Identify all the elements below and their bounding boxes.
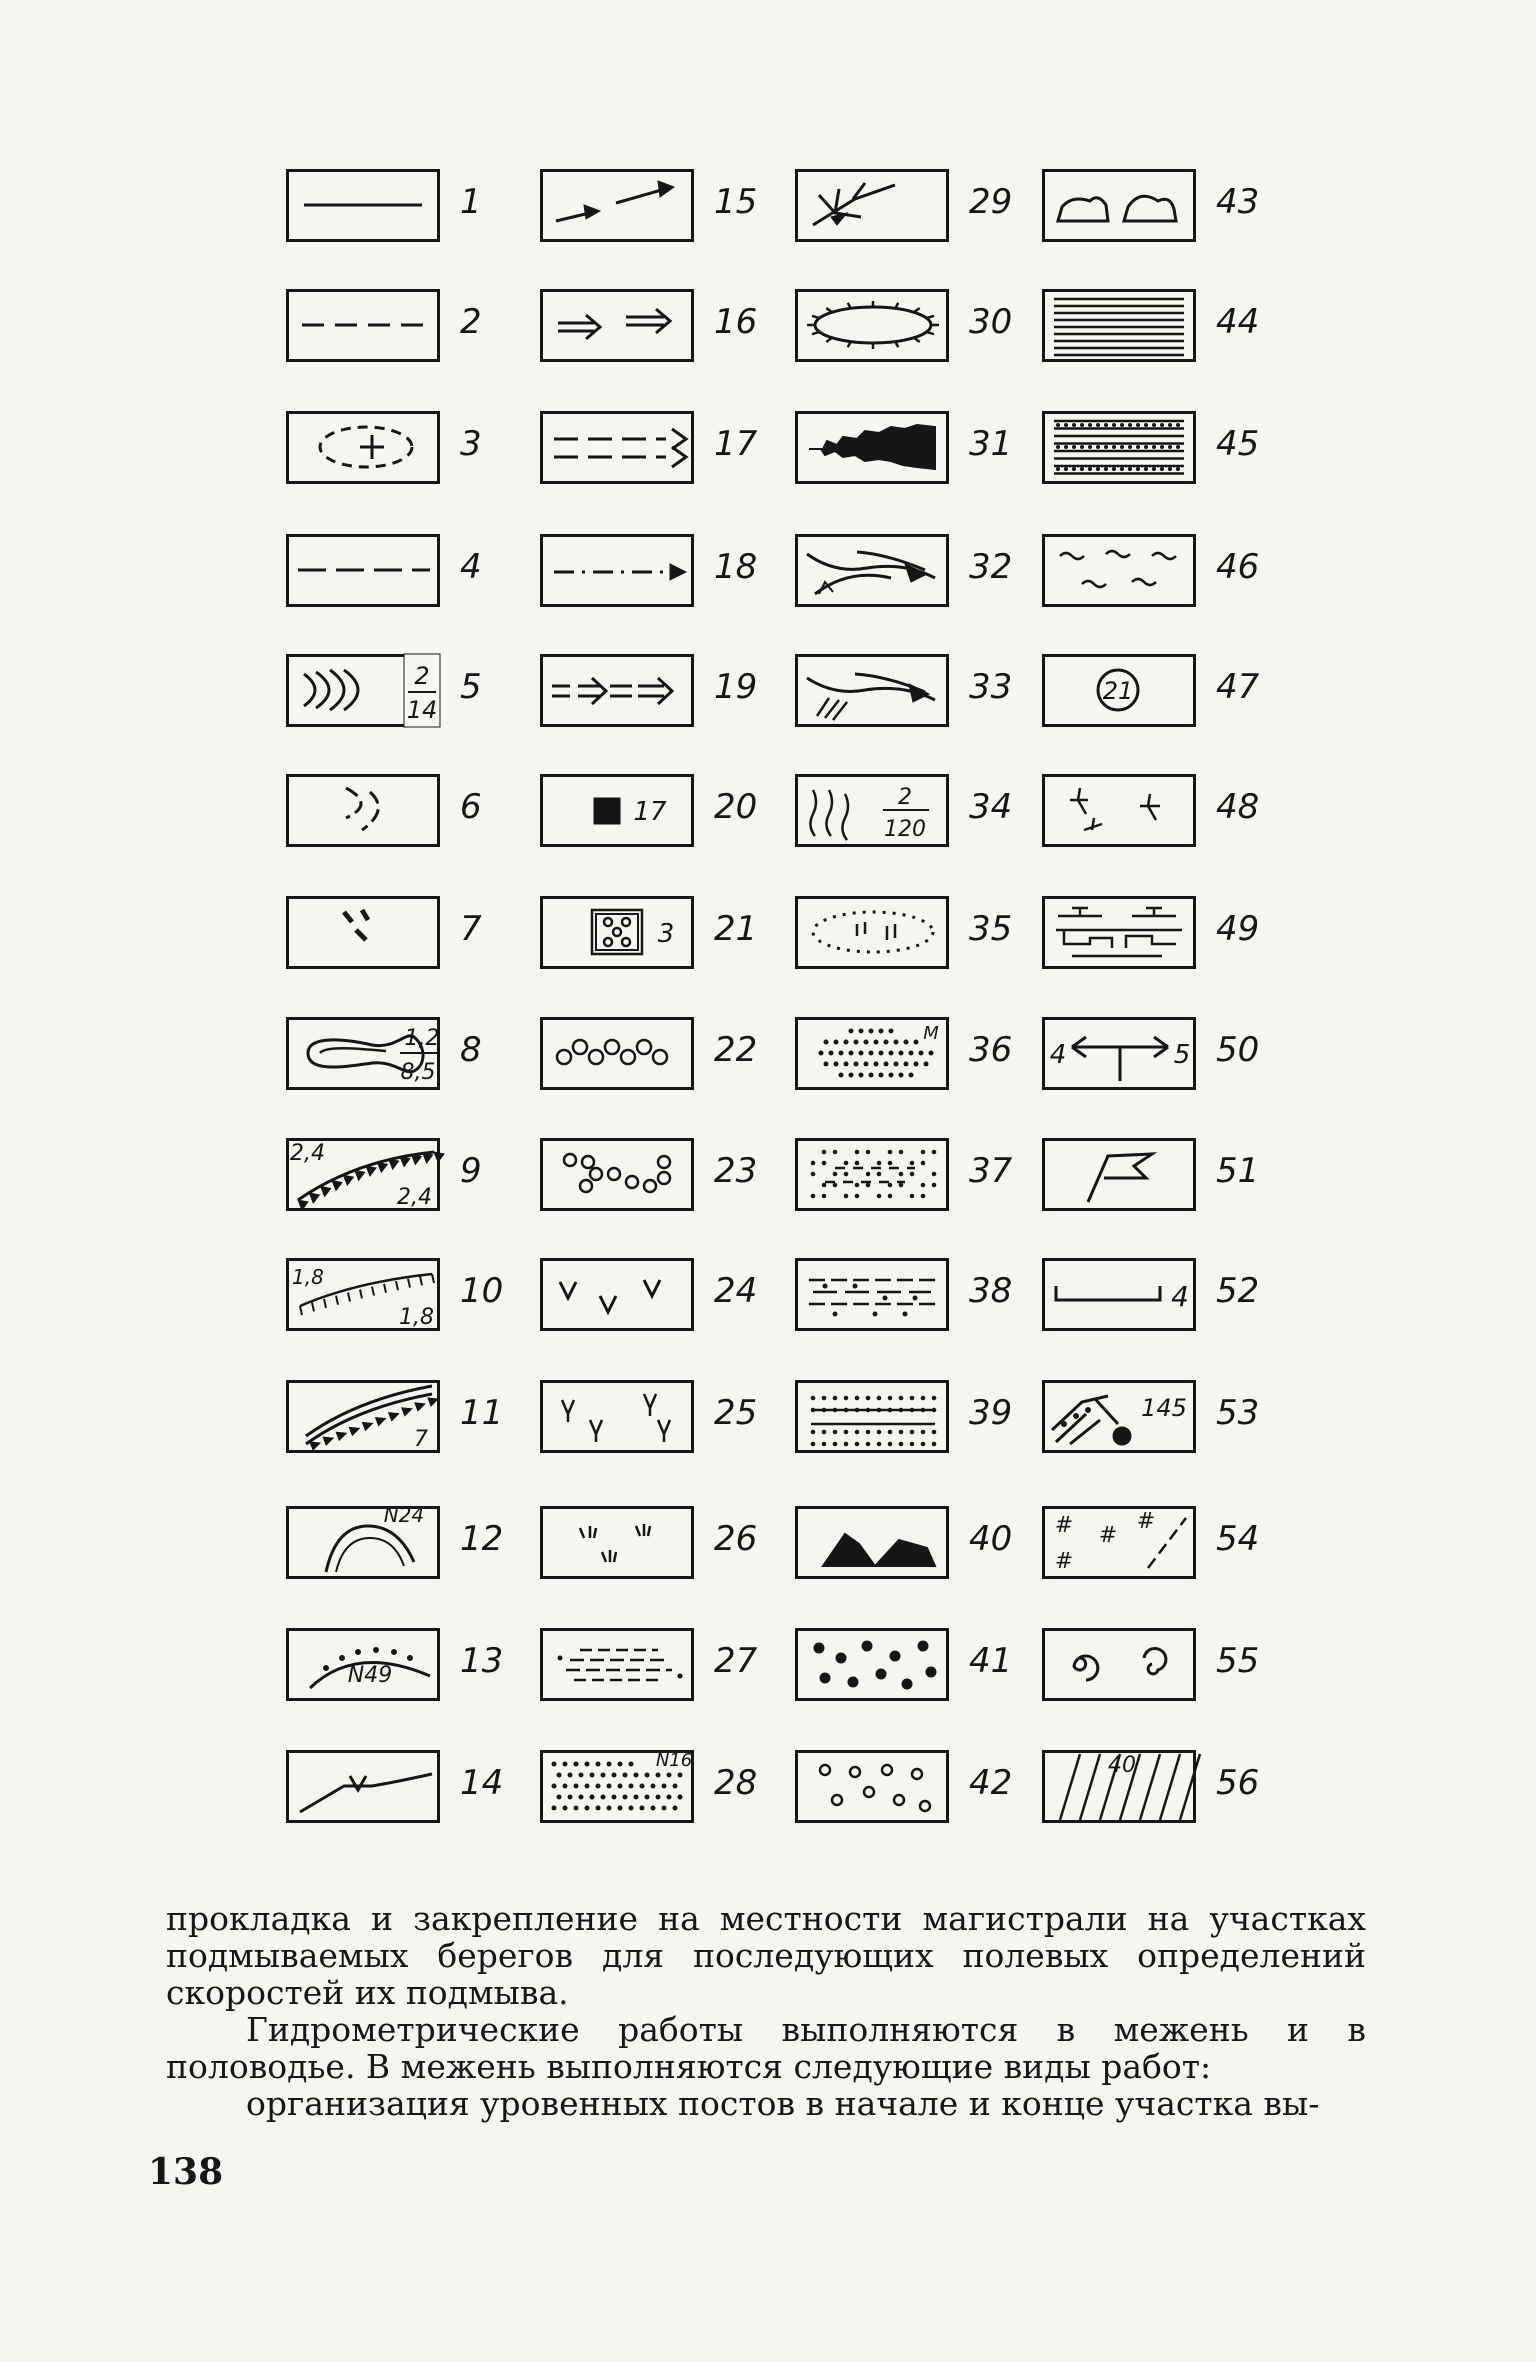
legend-symbol-39 bbox=[795, 1380, 1013, 1453]
legend-symbol-number: 26 bbox=[714, 1519, 758, 1559]
legend-symbol-54 bbox=[1042, 1506, 1260, 1579]
legend-symbol-41 bbox=[795, 1628, 1013, 1701]
svg-text:145: 145 bbox=[1141, 1394, 1187, 1422]
svg-text:5: 5 bbox=[1173, 1040, 1191, 1070]
legend-symbol-12 bbox=[286, 1503, 504, 1579]
svg-text:M: M bbox=[923, 1023, 939, 1044]
legend-symbol-number: 12 bbox=[460, 1519, 504, 1559]
dashed-contour-plus-icon bbox=[286, 411, 440, 484]
double-arrows-icon bbox=[540, 289, 694, 362]
svg-text:1,8: 1,8 bbox=[292, 1265, 324, 1289]
legend-symbol-42 bbox=[795, 1750, 1013, 1823]
tick-marks-icon bbox=[1042, 774, 1196, 847]
legend-symbol-21 bbox=[540, 896, 758, 969]
legend-symbol-44 bbox=[1042, 289, 1260, 362]
dash-double-arrow-icon bbox=[540, 654, 694, 727]
legend-symbol-number: 40 bbox=[969, 1519, 1013, 1559]
legend-symbol-13 bbox=[286, 1628, 504, 1701]
svg-text:2: 2 bbox=[898, 785, 912, 810]
legend-symbol-number: 17 bbox=[714, 424, 758, 464]
legend-symbol-number: 4 bbox=[460, 547, 482, 587]
svg-text:2: 2 bbox=[414, 662, 430, 690]
legend-symbol-number: 13 bbox=[460, 1641, 504, 1681]
diagonal-hatch-icon bbox=[1042, 1750, 1196, 1823]
svg-text:21: 21 bbox=[1102, 677, 1134, 705]
row-of-circles-icon bbox=[540, 1017, 694, 1090]
legend-symbol-45 bbox=[1042, 411, 1260, 484]
legend-symbol-number: 36 bbox=[969, 1030, 1013, 1070]
arcs-with-fraction-icon bbox=[286, 654, 440, 727]
svg-text:#: # bbox=[1136, 1509, 1156, 1534]
bracket-line-icon bbox=[1042, 1258, 1196, 1331]
spirals-icon bbox=[1042, 1628, 1196, 1701]
legend-symbol-10 bbox=[286, 1258, 504, 1331]
legend-symbol-number: 47 bbox=[1216, 667, 1260, 707]
striped-dots-icon bbox=[795, 1380, 949, 1453]
legend-symbol-25 bbox=[540, 1380, 758, 1453]
dotted-arc-with-label-icon bbox=[286, 1628, 440, 1701]
ticked-scarp-icon bbox=[286, 1258, 440, 1331]
dotted-fill-icon bbox=[540, 1750, 694, 1823]
legend-symbol-number: 48 bbox=[1216, 787, 1260, 827]
legend-symbol-17 bbox=[540, 411, 758, 484]
svg-text:1,8: 1,8 bbox=[399, 1305, 434, 1330]
legend-symbol-number: 29 bbox=[969, 182, 1013, 222]
svg-text:14: 14 bbox=[406, 696, 438, 724]
svg-text:40: 40 bbox=[1108, 1753, 1136, 1778]
legend-symbol-number: 1 bbox=[460, 182, 482, 222]
legend-symbol-number: 15 bbox=[714, 182, 758, 222]
paragraph-1: прокладка и закрепление на местности магистрали на участках подмываемых берегов для последующих полевых определений скоростей их подмыва. bbox=[166, 1899, 1366, 2012]
page-number: 138 bbox=[148, 2151, 224, 2193]
short-strokes-icon bbox=[286, 896, 440, 969]
legend-symbol-number: 32 bbox=[969, 547, 1013, 587]
legend-symbol-49 bbox=[1042, 896, 1260, 969]
legend-symbol-3 bbox=[286, 411, 482, 484]
legend-symbol-number: 5 bbox=[460, 667, 482, 707]
legend-symbol-32 bbox=[795, 534, 1013, 607]
legend-symbol-52 bbox=[1042, 1258, 1260, 1331]
legend-symbol-24 bbox=[540, 1258, 758, 1331]
circled-number-icon bbox=[1042, 654, 1196, 727]
legend-symbol-number: 56 bbox=[1216, 1763, 1260, 1803]
svg-text:N16: N16 bbox=[655, 1750, 693, 1771]
legend-symbol-number: 14 bbox=[460, 1763, 504, 1803]
dotted-oval-icon bbox=[795, 896, 949, 969]
legend-symbol-number: 18 bbox=[714, 547, 758, 587]
legend-symbol-number: 16 bbox=[714, 302, 758, 342]
grass-tufts-icon bbox=[540, 1506, 694, 1579]
legend-symbol-11 bbox=[286, 1380, 504, 1453]
legend-symbol-number: 10 bbox=[460, 1271, 504, 1311]
legend-symbol-9 bbox=[286, 1138, 482, 1211]
legend-symbol-number: 25 bbox=[714, 1393, 758, 1433]
svg-text:4: 4 bbox=[1049, 1040, 1067, 1070]
hatched-scarp-icon bbox=[286, 1138, 440, 1211]
svg-text:4: 4 bbox=[1171, 1280, 1189, 1313]
legend-symbol-55 bbox=[1042, 1628, 1260, 1701]
legend-symbol-19 bbox=[540, 654, 758, 727]
legend-symbol-23 bbox=[540, 1138, 758, 1211]
legend-symbol-number: 54 bbox=[1216, 1519, 1260, 1559]
flow-lines-hatched-icon bbox=[795, 654, 949, 727]
arrow-marks-icon bbox=[540, 1380, 694, 1453]
legend-symbol-37 bbox=[795, 1138, 1013, 1211]
elongated-contour-with-fraction-icon bbox=[286, 1017, 440, 1090]
single-arrows-icon bbox=[540, 169, 694, 242]
svg-text:#: # bbox=[1054, 1549, 1074, 1574]
legend-symbol-number: 55 bbox=[1216, 1641, 1260, 1681]
legend-symbol-number: 53 bbox=[1216, 1393, 1260, 1433]
small-circles-icon bbox=[795, 1750, 949, 1823]
legend-symbol-number: 2 bbox=[460, 302, 482, 342]
line-with-v-mark-icon bbox=[286, 1750, 440, 1823]
legend-symbol-29 bbox=[795, 169, 1013, 242]
legend-symbol-28 bbox=[540, 1750, 758, 1823]
legend-symbol-number: 11 bbox=[460, 1393, 504, 1433]
long-dash-line-icon bbox=[286, 534, 440, 607]
arc-scarp-with-label-icon bbox=[286, 1503, 440, 1579]
dashed-arcs-icon bbox=[286, 774, 440, 847]
dotted-area-icon bbox=[795, 1017, 949, 1090]
svg-text:7: 7 bbox=[414, 1427, 428, 1452]
svg-text:8,5: 8,5 bbox=[400, 1060, 436, 1085]
legend-symbol-number: 50 bbox=[1216, 1030, 1260, 1070]
hatching-with-dots-icon bbox=[1042, 411, 1196, 484]
legend-symbol-50 bbox=[1042, 1017, 1260, 1090]
legend-symbol-18 bbox=[540, 534, 758, 607]
flow-lines-icon bbox=[795, 534, 949, 607]
legend-symbol-5 bbox=[286, 654, 482, 727]
svg-text:17: 17 bbox=[633, 797, 667, 827]
legend-symbol-number: 19 bbox=[714, 667, 758, 707]
svg-text:120: 120 bbox=[884, 817, 926, 842]
body-text bbox=[166, 1900, 1366, 2122]
svg-text:N24: N24 bbox=[383, 1503, 425, 1527]
svg-text:1,2: 1,2 bbox=[404, 1026, 440, 1051]
legend-symbol-38 bbox=[795, 1258, 1013, 1331]
legend-symbol-number: 7 bbox=[460, 909, 482, 949]
legend-symbol-48 bbox=[1042, 774, 1260, 847]
dashed-lines-with-arrow-icon bbox=[540, 411, 694, 484]
legend-symbol-46 bbox=[1042, 534, 1260, 607]
building-outlines-icon bbox=[1042, 896, 1196, 969]
tilde-marks-icon bbox=[1042, 534, 1196, 607]
legend-symbol-number: 3 bbox=[460, 424, 482, 464]
svg-text:2,4: 2,4 bbox=[290, 1141, 325, 1166]
branching-lines-icon bbox=[795, 169, 949, 242]
svg-text:#: # bbox=[1098, 1523, 1118, 1548]
large-dots-icon bbox=[795, 1628, 949, 1701]
double-scarp-icon bbox=[286, 1380, 440, 1453]
legend-symbol-number: 51 bbox=[1216, 1151, 1260, 1191]
legend-symbol-4 bbox=[286, 534, 482, 607]
legend-symbol-34 bbox=[795, 774, 1013, 847]
legend-symbol-number: 42 bbox=[969, 1763, 1013, 1803]
legend-symbol-31 bbox=[795, 411, 1013, 484]
two-way-arrow-icon bbox=[1042, 1017, 1196, 1090]
legend-symbol-43 bbox=[1042, 169, 1260, 242]
dashed-lens-icon bbox=[540, 1628, 694, 1701]
legend-symbol-number: 34 bbox=[969, 787, 1013, 827]
legend-symbol-number: 28 bbox=[714, 1763, 758, 1803]
legend-symbol-7 bbox=[286, 896, 482, 969]
legend-symbol-14 bbox=[286, 1750, 504, 1823]
svg-text:N49: N49 bbox=[347, 1663, 393, 1688]
legend-symbol-number: 46 bbox=[1216, 547, 1260, 587]
svg-text:3: 3 bbox=[657, 919, 675, 949]
legend-symbol-number: 9 bbox=[460, 1151, 482, 1191]
hash-marks-icon bbox=[1042, 1506, 1196, 1579]
legend-symbol-15 bbox=[540, 169, 758, 242]
svg-text:#: # bbox=[1054, 1513, 1074, 1538]
legend-symbol-33 bbox=[795, 654, 1013, 727]
legend-symbol-number: 23 bbox=[714, 1151, 758, 1191]
legend-symbol-51 bbox=[1042, 1138, 1260, 1211]
v-marks-icon bbox=[540, 1258, 694, 1331]
legend-symbol-number: 41 bbox=[969, 1641, 1013, 1681]
legend-symbol-56 bbox=[1042, 1750, 1260, 1823]
legend-symbol-number: 24 bbox=[714, 1271, 758, 1311]
shoreline-with-marker-icon bbox=[1042, 1380, 1196, 1453]
legend-symbol-6 bbox=[286, 774, 482, 847]
legend-symbol-number: 37 bbox=[969, 1151, 1013, 1191]
cloud-outlines-icon bbox=[1042, 169, 1196, 242]
legend-symbol-53 bbox=[1042, 1380, 1260, 1453]
legend-symbol-26 bbox=[540, 1506, 758, 1579]
legend-symbol-number: 35 bbox=[969, 909, 1013, 949]
legend-symbol-number: 33 bbox=[969, 667, 1013, 707]
legend-symbol-27 bbox=[540, 1628, 758, 1701]
legend-symbol-16 bbox=[540, 289, 758, 362]
paragraph-2: Гидрометрические работы выполняются в межень и в половодье. В межень выполняются следующие виды работ: bbox=[166, 2010, 1366, 2086]
legend-symbol-number: 43 bbox=[1216, 182, 1260, 222]
black-bar-icon bbox=[795, 411, 949, 484]
paragraph-3: организация уровенных постов в начале и конце участка вы- bbox=[246, 2084, 1320, 2123]
legend-symbol-20 bbox=[540, 774, 758, 847]
legend-symbol-number: 27 bbox=[714, 1641, 758, 1681]
legend-symbol-number: 22 bbox=[714, 1030, 758, 1070]
scattered-circles-icon bbox=[540, 1138, 694, 1211]
legend-symbol-1 bbox=[286, 169, 482, 242]
legend-symbol-number: 38 bbox=[969, 1271, 1013, 1311]
legend-symbol-number: 21 bbox=[714, 909, 758, 949]
legend-symbol-number: 45 bbox=[1216, 424, 1260, 464]
legend-symbol-22 bbox=[540, 1017, 758, 1090]
legend-symbol-number: 44 bbox=[1216, 302, 1260, 342]
legend-symbol-number: 31 bbox=[969, 424, 1013, 464]
svg-text:2,4: 2,4 bbox=[397, 1185, 432, 1210]
legend-symbol-number: 6 bbox=[460, 787, 482, 827]
dotted-dashed-area-icon bbox=[795, 1138, 949, 1211]
layered-dashes-icon bbox=[795, 1258, 949, 1331]
legend-symbol-number: 39 bbox=[969, 1393, 1013, 1433]
toothed-ellipse-icon bbox=[795, 289, 949, 362]
dashed-line-icon bbox=[286, 289, 440, 362]
dash-dot-arrow-icon bbox=[540, 534, 694, 607]
filled-square-icon bbox=[540, 774, 694, 847]
black-mounds-icon bbox=[795, 1506, 949, 1579]
legend-symbol-number: 49 bbox=[1216, 909, 1260, 949]
legend-symbol-number: 30 bbox=[969, 302, 1013, 342]
flag-icon bbox=[1042, 1138, 1196, 1211]
legend-symbol-47 bbox=[1042, 654, 1260, 727]
legend-symbol-36 bbox=[795, 1017, 1013, 1090]
legend-symbol-40 bbox=[795, 1506, 1013, 1579]
horizontal-hatching-icon bbox=[1042, 289, 1196, 362]
solid-line-icon bbox=[286, 169, 440, 242]
legend-symbol-number: 8 bbox=[460, 1030, 482, 1070]
legend-symbol-30 bbox=[795, 289, 1013, 362]
box-with-circles-icon bbox=[540, 896, 694, 969]
legend-symbol-2 bbox=[286, 289, 482, 362]
wavy-lines-with-fraction-icon bbox=[795, 774, 949, 847]
legend-symbol-8 bbox=[286, 1017, 482, 1090]
legend-symbol-number: 52 bbox=[1216, 1271, 1260, 1311]
legend-symbol-35 bbox=[795, 896, 1013, 969]
legend-symbol-number: 20 bbox=[714, 787, 758, 827]
